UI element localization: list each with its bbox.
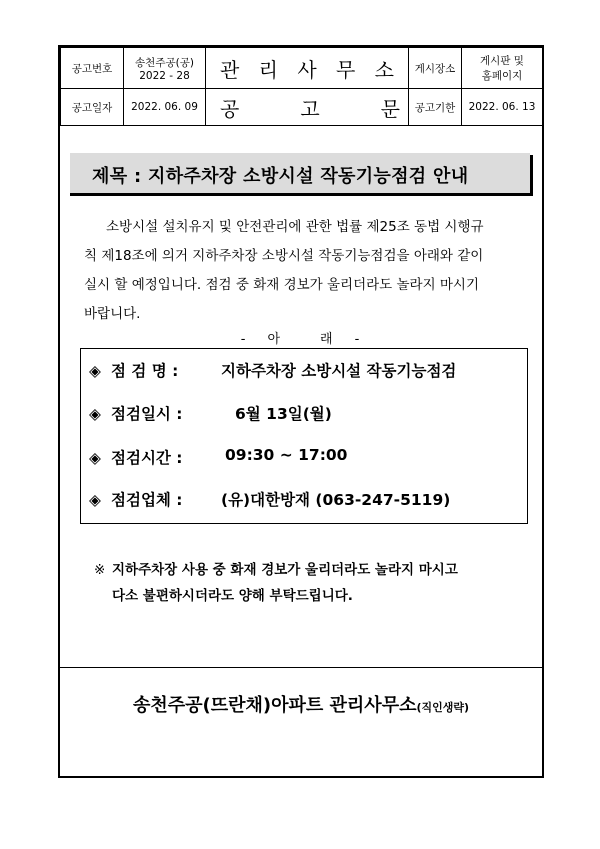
notice-title: 제목 : 지하주차장 소방시설 작동기능점검 안내	[92, 166, 469, 187]
notice-char: 고	[300, 96, 320, 121]
notice-number-line2: 2022 - 28	[139, 69, 190, 82]
title-banner	[70, 153, 530, 193]
diamond-bullet-icon: ◈	[89, 362, 101, 380]
detail-row-date	[89, 402, 332, 424]
details-box	[80, 348, 528, 524]
detail-label: 점검일시 :	[111, 405, 183, 423]
office-char: 소	[374, 57, 394, 82]
notice-number-line1: 송천주공(공)	[135, 56, 194, 69]
issuer-signature	[60, 691, 542, 717]
diamond-bullet-icon: ◈	[89, 449, 101, 467]
detail-value: 09:30 ~ 17:00	[225, 446, 348, 464]
posting-place-label: 게시장소	[409, 48, 462, 89]
office-char: 사	[297, 57, 317, 82]
office-char: 무	[335, 57, 356, 82]
notice-char: 문	[380, 96, 400, 121]
office-char: 리	[258, 57, 278, 82]
notice-body	[84, 213, 524, 329]
body-line: 칙 제18조에 의거 지하주차장 소방시설 작동기능점검을 아래와 같이	[84, 248, 484, 264]
detail-row-time	[89, 446, 348, 468]
notice-date-label: 공고일자	[61, 89, 124, 126]
remark-line: 다소 불편하시더라도 양해 부탁드립니다.	[112, 588, 353, 604]
remark-line: 지하주차장 사용 중 화재 경보가 울리더라도 놀라지 마시고	[112, 562, 458, 578]
diamond-bullet-icon: ◈	[89, 405, 101, 423]
detail-value: 지하주차장 소방시설 작동기능점검	[221, 362, 457, 380]
office-heading	[206, 48, 409, 89]
office-char: 관	[220, 57, 240, 82]
deadline-value: 2022. 06. 13	[462, 89, 543, 126]
notice-number-label: 공고번호	[61, 48, 124, 89]
posting-place-line1: 게시판 및	[480, 55, 524, 67]
posting-place-line2: 홈페이지	[481, 70, 523, 82]
notice-document	[58, 45, 544, 778]
notice-number-value	[124, 48, 206, 89]
body-line: 소방시설 설치유지 및 안전관리에 관한 법률 제25조 동법 시행규	[106, 219, 484, 235]
issuer-name: 송천주공(뜨란채)아파트 관리사무소	[132, 695, 417, 716]
footer-divider	[60, 667, 542, 668]
detail-row-name	[89, 359, 457, 381]
notice-remark	[94, 557, 458, 609]
seal-omitted-note: (직인생략)	[416, 701, 470, 714]
detail-label: 점 검 명 :	[111, 362, 179, 380]
notice-heading	[206, 89, 409, 126]
detail-value: 6월 13일(월)	[235, 405, 332, 423]
detail-row-company	[89, 488, 451, 510]
reference-mark-icon: ※	[94, 562, 106, 578]
detail-label: 점검업체 :	[111, 491, 183, 509]
notice-char: 공	[220, 96, 240, 121]
diamond-bullet-icon: ◈	[89, 491, 101, 509]
deadline-label: 공고기한	[409, 89, 462, 126]
posting-place-value	[462, 48, 543, 89]
notice-date-value: 2022. 06. 09	[124, 89, 206, 126]
detail-label: 점검시간 :	[111, 449, 183, 467]
body-line: 실시 할 예정입니다. 점검 중 화재 경보가 울리더라도 놀라지 마시기	[84, 277, 480, 293]
detail-value: (유)대한방재 (063-247-5119)	[221, 491, 451, 509]
body-line: 바랍니다.	[84, 306, 141, 322]
section-separator: - 아 래 -	[240, 332, 362, 347]
notice-header-table	[60, 47, 543, 126]
